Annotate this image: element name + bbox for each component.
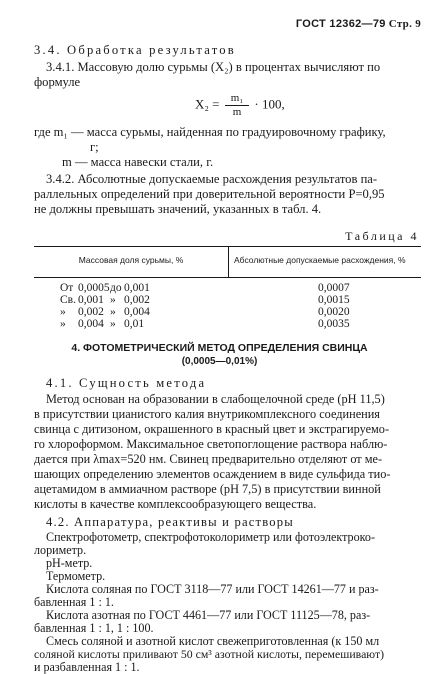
list-item: соляной кислоты приливают 50 см³ азотной кислоты, перемешивают) [34, 647, 385, 661]
table-cell: 0,002 [124, 294, 150, 306]
formula-lhs: X₂ = [195, 96, 220, 112]
paragraph-line: свинца с дитизоном, окрашенного в красный цвет и экстрагируемо- [34, 422, 390, 436]
section-subtitle: (0,0005—0,01%) [181, 356, 258, 367]
page-header [296, 18, 421, 30]
table-cell: 0,0035 [318, 318, 350, 330]
paragraph-line: Метод основан на образовании в слабощелочной среде (pH 11,5) [46, 392, 385, 406]
list-item: лориметр. [34, 543, 87, 557]
paragraph-3-4-2-line: раллельных определений при доверительной вероятности P=0,95 [34, 187, 385, 201]
paragraph-3-4-1-line: формуле [34, 75, 81, 89]
table-header [34, 246, 421, 278]
paragraph-line: кислоты в качестве комплексообразующего вещества. [34, 497, 317, 511]
list-item: Кислота соляная по ГОСТ 3118—77 или ГОСТ 14261—77 и раз- [46, 582, 379, 596]
table-cell: » [110, 318, 116, 330]
table-divider [228, 247, 229, 277]
equipment-list [34, 531, 421, 674]
list-item: и разбавленная 1 : 1. [34, 660, 140, 674]
table-cell: 0,002 [78, 306, 104, 318]
section-heading-4-2: 4.2. Аппаратура, реактивы и растворы [46, 515, 294, 529]
paragraph-4-1 [34, 392, 421, 512]
paragraph-line: в присутствии цианистого калия внутрикомплексного соединения [34, 407, 380, 421]
formula [195, 92, 285, 119]
paragraph-3-4-1-line: 3.4.1. Массовую долю сурьмы (X₂) в процентах вычисляют по [46, 60, 381, 74]
formula-rhs: · 100, [254, 96, 285, 112]
paragraph-line: ацетамидом в аммиачном растворе (pH 7,5) в присутствии винной [34, 482, 381, 496]
section-title: 4. ФОТОМЕТРИЧЕСКИЙ МЕТОД ОПРЕДЕЛЕНИЯ СВИНЦА [71, 342, 368, 354]
where-line: m — масса навески стали, г. [62, 155, 214, 169]
where-line: где m₁ — масса сурьмы, найденная по градуировочному графику, [34, 125, 386, 139]
table-cell: 0,004 [124, 306, 150, 318]
formula-fraction [225, 92, 249, 119]
formula-denominator: m [232, 106, 242, 118]
page-number: Стр. 9 [388, 18, 421, 30]
list-item: Спектрофотометр, спектрофотоколориметр или фотоэлектроко- [46, 530, 375, 544]
paragraph-line: го хлороформом. Максимальное светопоглощение раствора наблю- [34, 437, 388, 451]
table-col-header: Абсолютные допускаемые расхождения, % [234, 255, 406, 265]
table-cell: От [60, 282, 74, 294]
section-heading-3-4: 3.4. Обработка результатов [34, 43, 236, 57]
list-item: Смесь соляной и азотной кислот свежеприготовленная (к 150 мл [46, 634, 380, 648]
where-line: г; [90, 140, 99, 154]
list-item: бавленная 1 : 1, 1 : 100. [34, 621, 154, 635]
table-cell: » [110, 306, 116, 318]
table-cell: » [110, 294, 116, 306]
table-cell: 0,0015 [318, 294, 350, 306]
table-cell: 0,0005 [78, 282, 110, 294]
table-cell: 0,001 [78, 294, 104, 306]
standard-number: ГОСТ 12362—79 [295, 18, 386, 30]
formula-numerator: m₁ [225, 92, 249, 106]
paragraph-3-4-2-line: не должны превышать значений, указанных в табл. 4. [34, 202, 322, 216]
section-heading-4-1: 4.1. Сущность метода [46, 376, 207, 390]
table-cell: 0,0007 [318, 282, 350, 294]
table-cell: 0,01 [124, 318, 145, 330]
table-cell: Св. [60, 294, 76, 306]
list-item: Термометр. [46, 569, 106, 583]
table-caption: Таблица 4 [345, 229, 419, 243]
table-cell: до [110, 282, 122, 294]
paragraph-3-4-2-line: 3.4.2. Абсолютные допускаемые расхождения результатов па- [46, 172, 378, 186]
table-cell: 0,004 [78, 318, 104, 330]
table-cell: 0,001 [124, 282, 150, 294]
table-cell: » [60, 318, 66, 330]
table-col-header: Массовая доля сурьмы, % [78, 255, 184, 265]
list-item: бавленная 1 : 1. [34, 595, 114, 609]
paragraph-line: дается при λmax=520 нм. Свинец предварительно отделяют от ме- [34, 452, 383, 466]
table-cell: » [60, 306, 66, 318]
list-item: Кислота азотная по ГОСТ 4461—77 или ГОСТ 11125—78, раз- [46, 608, 371, 622]
paragraph-line: шающих определению элементов осаждением в виде сульфида тио- [34, 467, 391, 481]
list-item: pH-метр. [46, 556, 93, 570]
table-cell: 0,0020 [318, 306, 350, 318]
